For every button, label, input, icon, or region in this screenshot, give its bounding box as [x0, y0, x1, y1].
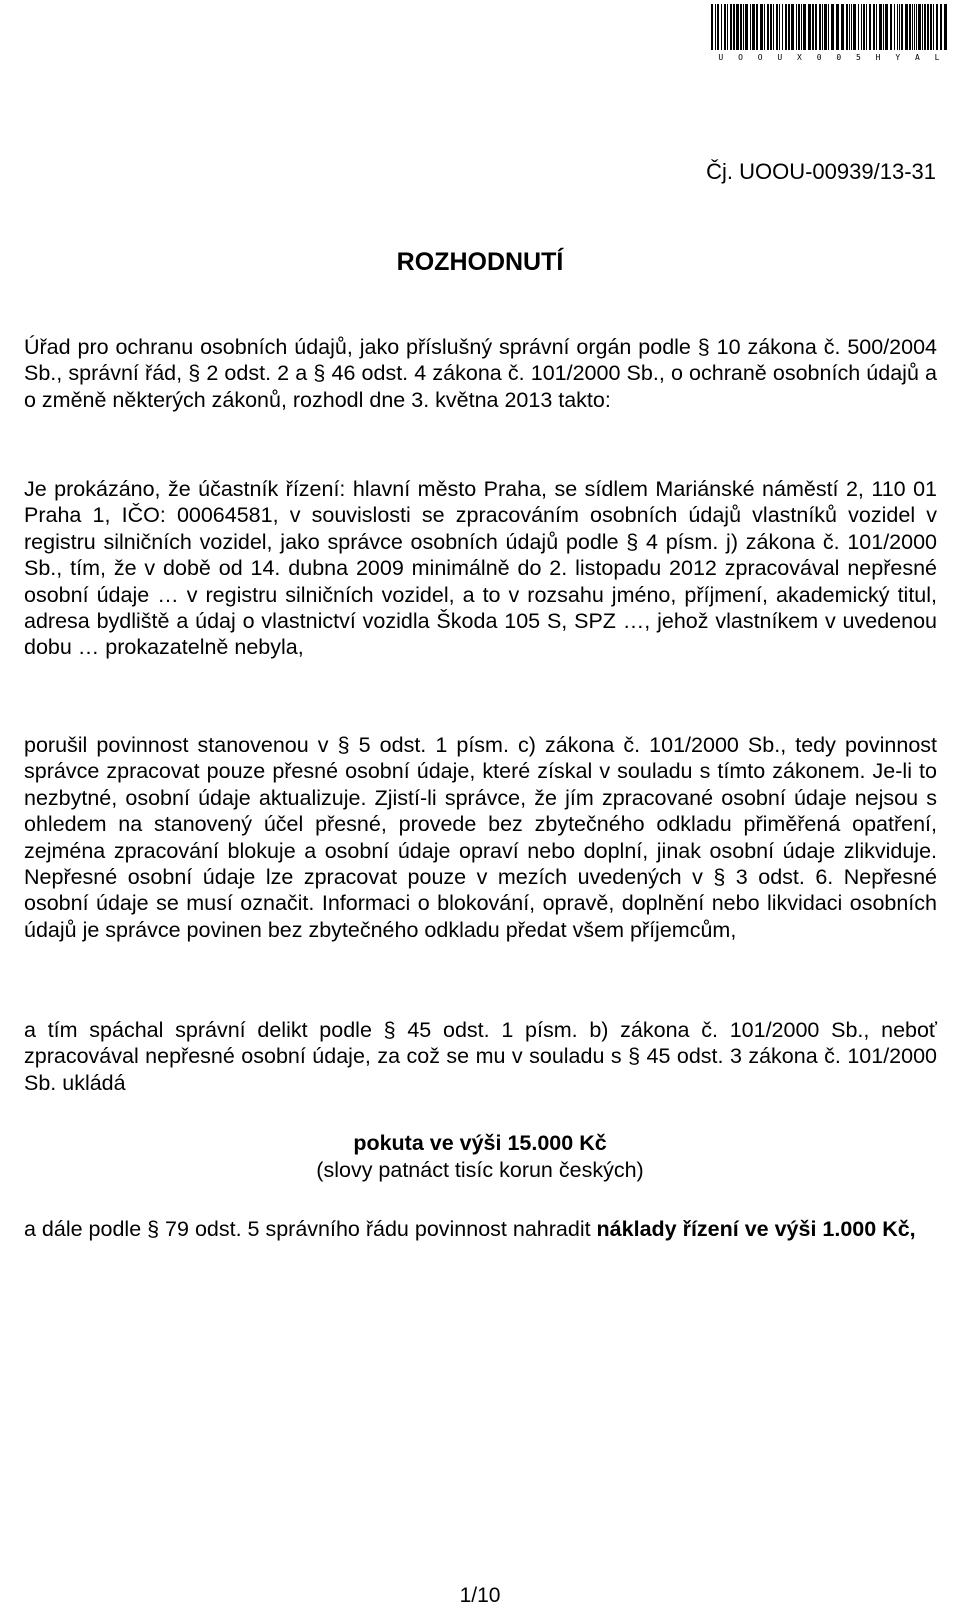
barcode-bar [803, 4, 806, 50]
costs-text [24, 1216, 937, 1242]
barcode-bar [760, 4, 763, 50]
page-number: 1/10 [459, 1584, 501, 1607]
barcode-bar [933, 4, 934, 50]
barcode-char: U [718, 53, 724, 62]
barcode-bar [930, 4, 932, 50]
barcode-bar [916, 4, 917, 50]
barcode-bar [853, 4, 856, 50]
barcode-char: O [738, 53, 743, 62]
barcode-bar [909, 4, 911, 50]
offense-paragraph [24, 1017, 937, 1096]
reference-number: Čj. UOOU-00939/13-31 [706, 159, 936, 184]
barcode-char: X [797, 53, 802, 62]
barcode-bar [944, 4, 947, 50]
barcode-char: A [914, 53, 920, 62]
barcode-bar [711, 4, 713, 50]
costs-bold: náklady řízení ve výši 1.000 Kč, [596, 1217, 916, 1241]
barcode-bar [808, 4, 811, 50]
barcode-bar [785, 4, 787, 50]
barcode-char: H [875, 53, 881, 62]
penalty-words: (slovy patnáct tisíc korun českých) [316, 1158, 644, 1182]
violation-text: porušil povinnost stanovenou v § 5 odst. 1 písm. c) zákona č. 101/2000 Sb., tedy povinnost správce zpracovat pouze přesné osobní údaje, které získal v souladu s tímto zákonem. Je-li to nezbytné, osobní údaje aktualizuje. Zjistí-li správce, že jím zpracované osobní údaje nejsou s ohledem na stanovený účel přesné, provede bez zbytečného odkladu přiměřená opatření, zejména zpracování blokuje a osobní údaje opraví nebo doplní, jinak osobní údaje zlikviduje. Nepřesné osobní údaje lze zpracovat pouze v mezích uvedených v § 3 odst. 6. Nepřesné osobní údaje se musí označit. Informaci o blokování, opravě, doplnění nebo likvidaci osobních údajů je správce povinen bez zbytečného odkladu předat všem příjemcům, [24, 733, 937, 942]
offense-text: a tím spáchal správní delikt podle § 45 odst. 1 písm. b) zákona č. 101/2000 Sb., neboť zpracovával nepřesné osobní údaje, za což se mu v souladu s § 45 odst. 3 zákona č. 101/2000 Sb. ukládá [24, 1018, 937, 1095]
barcode-char: Y [895, 53, 901, 62]
costs-plain: a dále podle § 79 odst. 5 správního řádu povinnost nahradit [24, 1217, 597, 1241]
barcode-bar [752, 4, 755, 50]
barcode-char: 5 [856, 53, 861, 62]
barcode-bar [782, 4, 783, 50]
barcode-bar [922, 4, 923, 50]
barcode-bar [767, 4, 769, 50]
barcode-bar [918, 4, 921, 50]
penalty-amount-text: pokuta ve výši 15.000 Kč [353, 1131, 607, 1155]
barcode-bar [740, 4, 742, 50]
finding-text: Je prokázáno, že účastník řízení: hlavní město Praha, se sídlem Mariánské náměstí 2, 110 01 Praha 1, IČO: 00064581, v souvislosti se zpracováním osobních údajů vlastníků vozidel v registru silničních vozidel, jako správce osobních údajů podle § 4 písm. j) zákona č. 101/2000 Sb., tím, že v době od 14. dubna 2009 minimálně do 2. listopadu 2012 zpracovával nepřesné osobní údaje … v registru silničních vozidel, a to v rozsahu jméno, příjmení, akademický titul, adresa bydliště a údaj o vlastnictví vozidla Škoda 105 S, SPZ …, jehož vlastníkem v uvedenou dobu … prokazatelně nebyla, [24, 477, 937, 660]
barcode-bar [796, 4, 797, 50]
barcode-bar [858, 4, 859, 50]
barcode-bar [745, 4, 748, 50]
barcode-bars [711, 4, 947, 50]
barcode-bar [721, 4, 722, 50]
barcode-bar [776, 4, 778, 50]
barcode-bar [890, 4, 892, 50]
barcode-bar [866, 4, 867, 50]
barcode-bar [822, 4, 823, 50]
barcode-bar [764, 4, 765, 50]
barcode-bar [940, 4, 942, 50]
barcode-bar [756, 4, 758, 50]
barcode-bar [861, 4, 862, 50]
barcode-bar [736, 4, 739, 50]
costs-paragraph [24, 1216, 937, 1242]
barcode-bar [770, 4, 772, 50]
barcode-text [711, 53, 947, 65]
barcode-bar [897, 4, 898, 50]
barcode-bar [831, 4, 834, 50]
document-title: ROZHODNUTÍ [396, 248, 564, 276]
barcode-bar [936, 4, 938, 50]
intro-paragraph [24, 334, 937, 413]
finding-paragraph [24, 476, 937, 661]
barcode-bar [791, 4, 794, 50]
barcode-bar [815, 4, 817, 50]
barcode-bar [727, 4, 728, 50]
barcode-bar [828, 4, 829, 50]
barcode-bar [899, 4, 900, 50]
barcode-bar [863, 4, 865, 50]
barcode-char: 0 [816, 53, 822, 62]
barcode-bar [894, 4, 895, 50]
barcode-bar [927, 4, 929, 50]
barcode-bar [717, 4, 719, 50]
barcode-bar [873, 4, 875, 50]
barcode-bar [849, 4, 850, 50]
barcode-char: O [757, 53, 763, 62]
barcode-bar [733, 4, 735, 50]
barcode-bar [841, 4, 844, 50]
barcode-bar [730, 4, 732, 50]
barcode-bar [773, 4, 774, 50]
barcode-bar [924, 4, 926, 50]
barcode-bar [846, 4, 848, 50]
barcode-char: U [777, 53, 783, 62]
barcode-bar [724, 4, 726, 50]
barcode-bar [801, 4, 802, 50]
violation-paragraph [24, 732, 937, 943]
barcode-bar [798, 4, 800, 50]
barcode-bar [869, 4, 871, 50]
barcode [711, 4, 947, 64]
barcode-bar [879, 4, 882, 50]
barcode-bar [851, 4, 852, 50]
barcode-bar [824, 4, 827, 50]
barcode-bar [788, 4, 790, 50]
barcode-bar [819, 4, 821, 50]
barcode-bar [812, 4, 814, 50]
barcode-bar [715, 4, 716, 50]
barcode-bar [885, 4, 888, 50]
barcode-bar [836, 4, 839, 50]
barcode-bar [883, 4, 884, 50]
barcode-bar [914, 4, 915, 50]
intro-text: Úřad pro ochranu osobních údajů, jako příslušný správní orgán podle § 10 zákona č. 500/2004 Sb., správní řád, § 2 odst. 2 a § 46 odst. 4 zákona č. 101/2000 Sb., o ochraně osobních údajů a o změně některých zákonů, rozhodl dne 3. května 2013 takto: [24, 335, 937, 412]
barcode-bar [912, 4, 913, 50]
penalty-amount [0, 1130, 960, 1156]
barcode-char: L [934, 53, 940, 62]
barcode-bar [905, 4, 908, 50]
barcode-bar [750, 4, 751, 50]
barcode-bar [901, 4, 903, 50]
barcode-char: 0 [836, 53, 842, 62]
barcode-bar [743, 4, 744, 50]
barcode-bar [876, 4, 877, 50]
barcode-bar [779, 4, 780, 50]
